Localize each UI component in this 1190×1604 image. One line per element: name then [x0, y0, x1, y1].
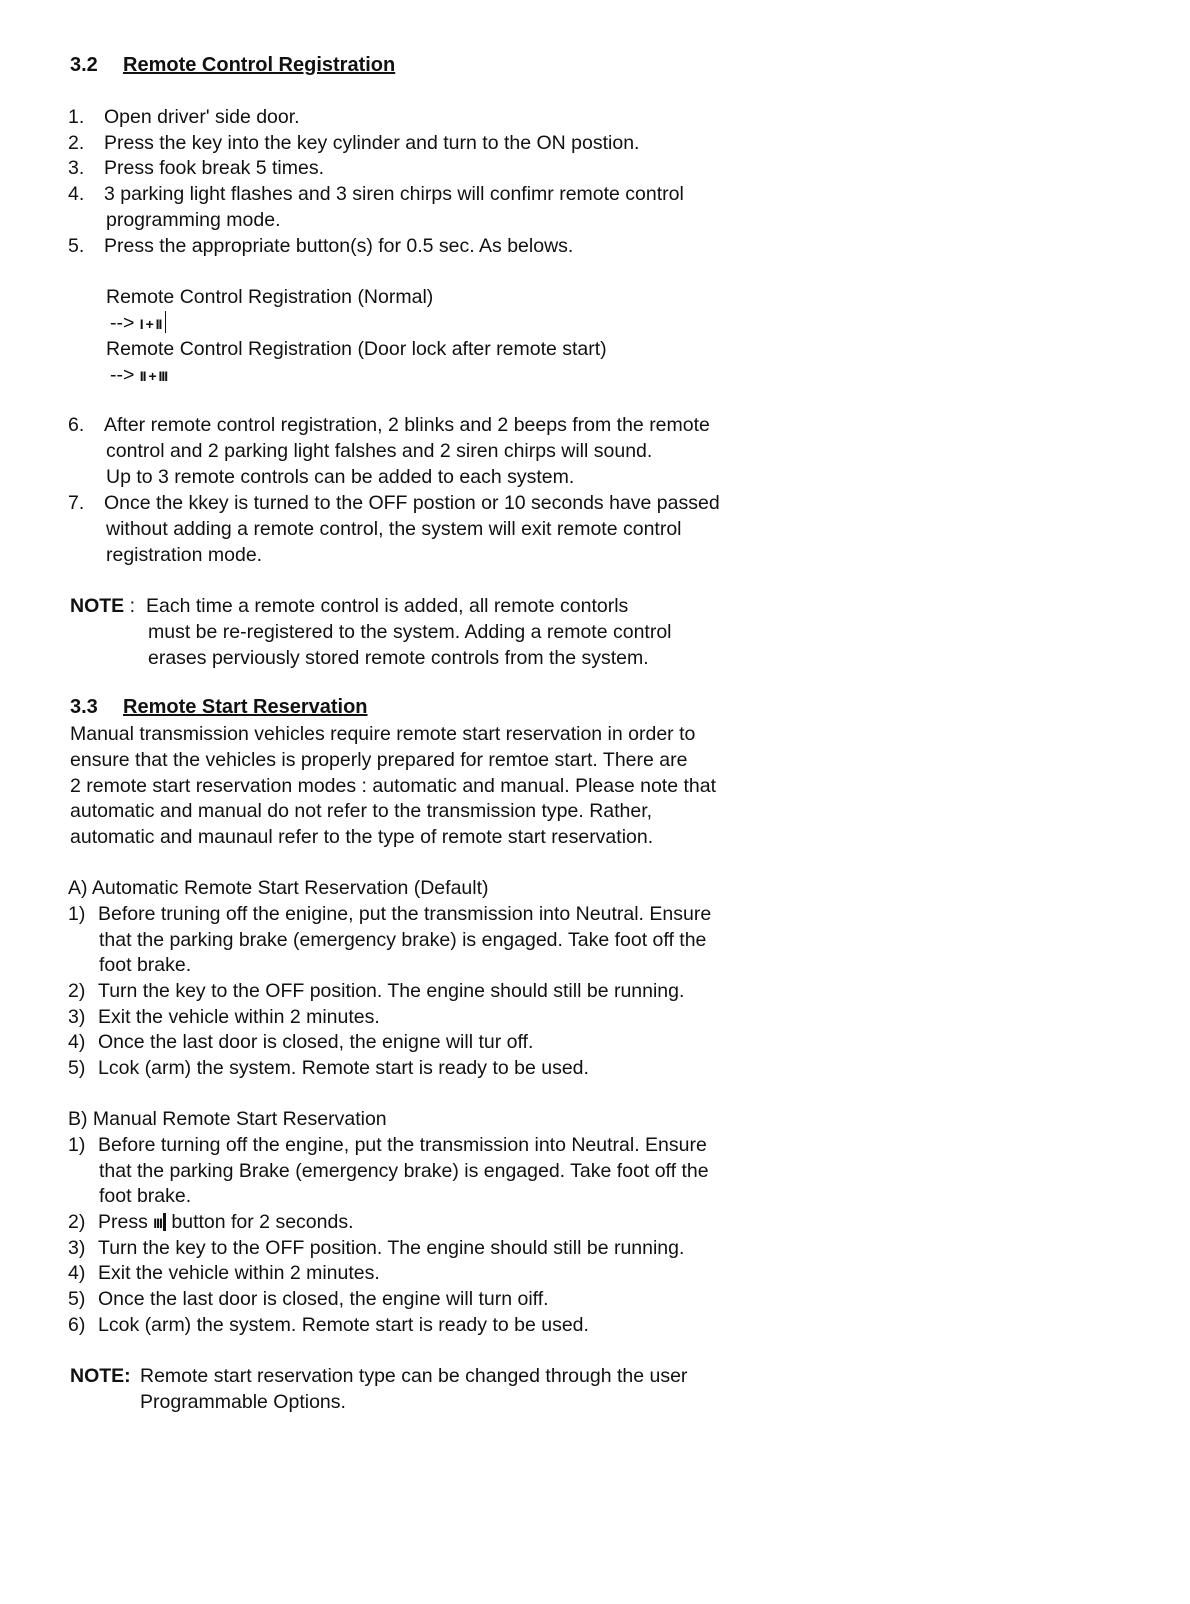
section-title: Remote Control Registration — [123, 54, 396, 76]
mode-normal-combo — [110, 310, 166, 337]
step-text: foot brake. — [99, 1185, 192, 1207]
note-3-3 — [70, 1363, 131, 1389]
button-three-symbol: III — [153, 1215, 162, 1231]
step-text: Lcok (arm) the system. Remote start is ready to be used. — [98, 1057, 589, 1079]
step-text: Once the last door is closed, the engine will turn oiff. — [98, 1288, 549, 1310]
button-combo-symbol: II + III — [139, 368, 168, 384]
step-number: 4) — [68, 1031, 86, 1053]
step-number: 3) — [68, 1237, 86, 1259]
step-number: 2. — [68, 132, 85, 154]
step-text — [98, 1209, 354, 1236]
step-number: 5) — [68, 1288, 86, 1310]
step-text: programming mode. — [106, 209, 281, 231]
step-text: that the parking brake (emergency brake) is engaged. Take foot off the — [99, 929, 707, 951]
note-text: Each time a remote control is added, all remote contorls — [146, 595, 629, 617]
step-number: 3. — [68, 157, 85, 179]
note-text: must be re-registered to the system. Adding a remote control — [148, 621, 672, 643]
subsection-title-manual: B) Manual Remote Start Reservation — [68, 1108, 387, 1130]
step-number: 5) — [68, 1057, 86, 1079]
mode-doorlock-combo — [110, 362, 167, 389]
note-3-2 — [70, 593, 135, 619]
text-cursor-bar — [165, 311, 166, 333]
step-text: Before truning off the enigine, put the transmission into Neutral. Ensure — [98, 903, 712, 925]
intro-text: 2 remote start reservation modes : automatic and manual. Please note that — [70, 775, 717, 797]
step-number: 2) — [68, 1211, 86, 1233]
section-heading-3-2 — [70, 54, 395, 77]
mode-doorlock-label: Remote Control Registration (Door lock after remote start) — [106, 338, 607, 360]
button-bar-icon — [163, 1213, 166, 1231]
step-text: Exit the vehicle within 2 minutes. — [98, 1006, 380, 1028]
section-number: 3.2 — [70, 54, 98, 76]
button-combo-symbol: I + II — [139, 316, 162, 332]
step-number: 2) — [68, 980, 86, 1002]
step-text: Once the kkey is turned to the OFF postion or 10 seconds have passed — [104, 492, 720, 514]
step-text: foot brake. — [99, 954, 192, 976]
step-number: 4. — [68, 183, 85, 205]
step-number: 5. — [68, 235, 85, 257]
note-label: NOTE — [70, 595, 125, 617]
step-text: Before turning off the engine, put the transmission into Neutral. Ensure — [98, 1134, 707, 1156]
note-separator: : — [124, 595, 136, 617]
step-text: Press the key into the key cylinder and turn to the ON postion. — [104, 132, 640, 154]
subsection-title-automatic: A) Automatic Remote Start Reservation (Default) — [68, 877, 489, 899]
step-text: Open driver' side door. — [104, 106, 300, 128]
step-text: Press fook break 5 times. — [104, 157, 325, 179]
section-number: 3.3 — [70, 696, 98, 718]
step-text-post: button for 2 seconds. — [171, 1211, 354, 1233]
step-text: registration mode. — [106, 544, 263, 566]
step-text: Turn the key to the OFF position. The engine should still be running. — [98, 980, 685, 1002]
section-heading-3-3 — [70, 696, 368, 719]
arrow: --> — [110, 364, 135, 386]
step-number: 4) — [68, 1262, 86, 1284]
step-number: 6) — [68, 1314, 86, 1336]
step-number: 3) — [68, 1006, 86, 1028]
intro-text: ensure that the vehicles is properly prepared for remtoe start. There are — [70, 749, 688, 771]
note-text: Remote start reservation type can be changed through the user — [140, 1365, 688, 1387]
mode-normal-label: Remote Control Registration (Normal) — [106, 286, 434, 308]
intro-text: automatic and maunaul refer to the type of remote start reservation. — [70, 826, 654, 848]
step-number: 1) — [68, 1134, 86, 1156]
note-label: NOTE: — [70, 1365, 131, 1387]
arrow: --> — [110, 312, 135, 334]
step-number: 7. — [68, 492, 85, 514]
step-text: Exit the vehicle within 2 minutes. — [98, 1262, 380, 1284]
step-number: 1. — [68, 106, 85, 128]
intro-text: Manual transmission vehicles require remote start reservation in order to — [70, 723, 696, 745]
note-text: Programmable Options. — [140, 1391, 346, 1413]
intro-text: automatic and manual do not refer to the transmission type. Rather, — [70, 800, 653, 822]
step-text: Once the last door is closed, the enigne will tur off. — [98, 1031, 534, 1053]
step-text: Lcok (arm) the system. Remote start is ready to be used. — [98, 1314, 589, 1336]
step-text: Up to 3 remote controls can be added to each system. — [106, 466, 575, 488]
step-text: that the parking Brake (emergency brake) is engaged. Take foot off the — [99, 1160, 709, 1182]
step-text: control and 2 parking light falshes and 2 siren chirps will sound. — [106, 440, 653, 462]
step-number: 1) — [68, 903, 86, 925]
note-text: erases perviously stored remote controls from the system. — [148, 647, 649, 669]
step-text: 3 parking light flashes and 3 siren chirps will confimr remote control — [104, 183, 684, 205]
step-text: without adding a remote control, the system will exit remote control — [106, 518, 682, 540]
step-text-pre: Press — [98, 1211, 148, 1233]
step-number: 6. — [68, 414, 85, 436]
step-text: After remote control registration, 2 blinks and 2 beeps from the remote — [104, 414, 710, 436]
section-title: Remote Start Reservation — [123, 696, 368, 718]
step-text: Turn the key to the OFF position. The engine should still be running. — [98, 1237, 685, 1259]
step-text: Press the appropriate button(s) for 0.5 sec. As belows. — [104, 235, 574, 257]
